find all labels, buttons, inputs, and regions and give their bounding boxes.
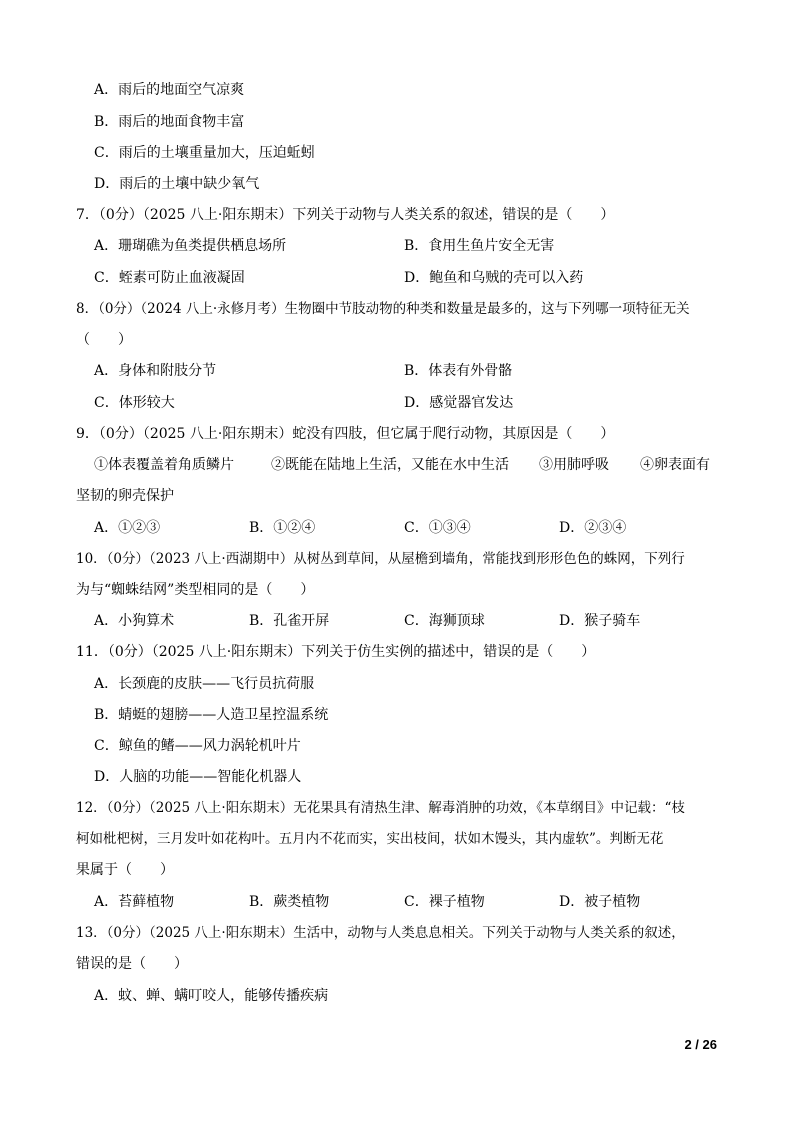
q9-item-1: ①体表覆盖着角质鳞片 [94, 457, 234, 473]
q6-option-c: C．雨后的土壤重量加大，压迫蚯蚓 [94, 145, 315, 161]
q9-item-4-cont: 坚韧的卵壳保护 [76, 488, 174, 504]
q11-option-c: C．鲸鱼的鳍——风力涡轮机叶片 [94, 738, 301, 754]
q10-option-b: B．孔雀开屏 [249, 613, 330, 629]
q10-option-d: D．猴子骑车 [559, 613, 641, 629]
q10-option-c: C．海狮顶球 [404, 613, 485, 629]
q8-option-b: B．体表有外骨骼 [404, 363, 513, 379]
q13-option-a: A．蚊、蝉、螨叮咬人，能够传播疾病 [94, 988, 329, 1004]
q12-stem-line3: 果属于（ ） [76, 862, 174, 878]
q7-stem: 7．（0分）（2025 八上·阳东期末）下列关于动物与人类关系的叙述，错误的是（ ） [76, 207, 615, 223]
q10-stem-line1: 10．（0分）（2023 八上·西湖期中）从树丛到草间，从屋檐到墙角，常能找到形形色色的蛛网，下列行 [76, 551, 685, 567]
q12-option-a: A．苔藓植物 [94, 894, 175, 910]
q8-option-c: C．体形较大 [94, 395, 175, 411]
q11-stem: 11．（0分）（2025 八上·阳东期末）下列关于仿生实例的描述中，错误的是（ ） [76, 644, 596, 660]
q7-option-a: A．珊瑚礁为鱼类提供栖息场所 [94, 238, 287, 254]
q9-item-3: ③用肺呼吸 [539, 457, 609, 473]
q11-option-a: A．长颈鹿的皮肤——飞行员抗荷服 [94, 676, 315, 692]
page-number: 2 / 26 [684, 1037, 717, 1052]
q9-option-d: D．②③④ [559, 520, 627, 536]
q6-option-b: B．雨后的地面食物丰富 [94, 114, 245, 130]
q10-option-a: A．小狗算术 [94, 613, 175, 629]
q12-stem-line2: 柯如枇杷树，三月发叶如花构叶。五月内不花而实，实出枝间，状如木馒头，其内虚软”。判断无花 [76, 831, 664, 847]
q11-option-b: B．蜻蜓的翅膀——人造卫星控温系统 [94, 707, 329, 723]
q12-option-d: D．被子植物 [559, 894, 641, 910]
q9-item-4: ④卵表面有 [640, 457, 710, 473]
q7-option-c: C．蛭素可防止血液凝固 [94, 270, 245, 286]
q8-option-d: D．感觉器官发达 [404, 395, 514, 411]
q13-stem-line1: 13．（0分）（2025 八上·阳东期末）生活中，动物与人类息息相关。下列关于动物与人类关系的叙述， [76, 925, 685, 941]
q12-option-b: B．蕨类植物 [249, 894, 330, 910]
q13-stem-line2: 错误的是（ ） [76, 956, 188, 972]
q6-option-a: A．雨后的地面空气凉爽 [94, 82, 245, 98]
q9-option-c: C．①③④ [404, 520, 471, 536]
q12-stem-line1: 12．（0分）（2025 八上·阳东期末）无花果具有清热生津、解毒消肿的功效，《本草纲目》中记载：“枝 [76, 800, 685, 816]
q8-stem-line1: 8．（0分）（2024 八上·永修月考）生物圈中节肢动物的种类和数量是最多的，这与下列哪一项特征无关 [76, 301, 690, 317]
q8-stem-line2: （ ） [76, 332, 132, 348]
q9-option-a: A．①②③ [94, 520, 161, 536]
q7-option-d: D．鲍鱼和乌贼的壳可以入药 [404, 270, 584, 286]
q9-option-b: B．①②④ [249, 520, 316, 536]
q9-item-2: ②既能在陆地上生活，又能在水中生活 [271, 457, 509, 473]
q9-stem: 9．（0分）（2025 八上·阳东期末）蛇没有四肢，但它属于爬行动物，其原因是（ ） [76, 426, 615, 442]
q12-option-c: C．裸子植物 [404, 894, 485, 910]
q6-option-d: D．雨后的土壤中缺少氧气 [94, 176, 260, 192]
q10-stem-line2: 为与“蜘蛛结网”类型相同的是（ ） [76, 582, 315, 598]
q11-option-d: D．人脑的功能——智能化机器人 [94, 769, 302, 785]
q8-option-a: A．身体和附肢分节 [94, 363, 217, 379]
q7-option-b: B．食用生鱼片安全无害 [404, 238, 555, 254]
